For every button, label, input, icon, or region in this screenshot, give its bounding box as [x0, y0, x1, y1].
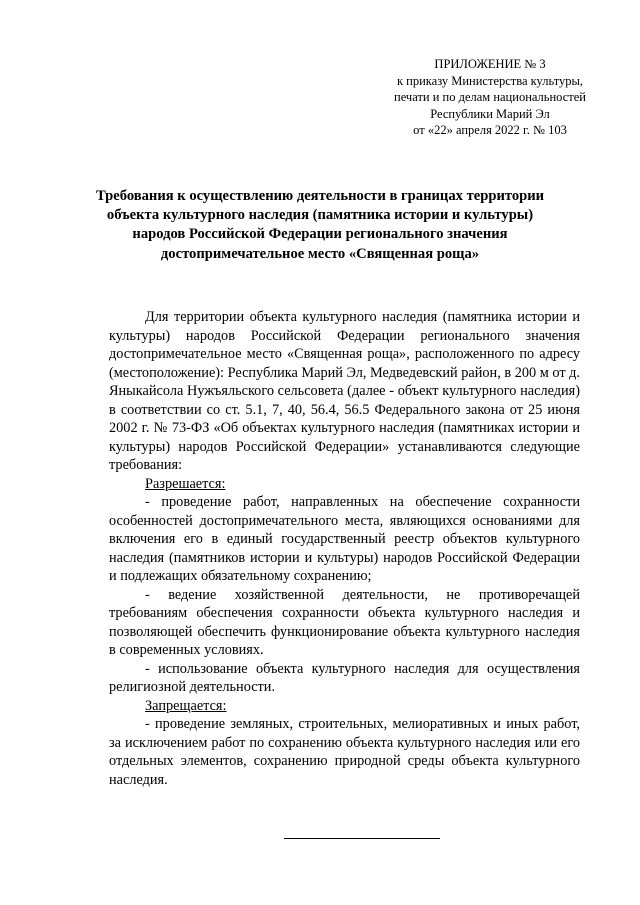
title-line: Требования к осуществлению деятельности в границах территории [95, 188, 545, 204]
appendix-number: ПРИЛОЖЕНИЕ № 3 [434, 57, 546, 71]
intro-paragraph: Для территории объекта культурного наследия (памятника истории и культуры) народов Российской Федерации регионального значения достопримечательное место «Священная роща», расположенного по адресу (местоположение): Республика Марий Эл, Медведевский район, в 200 м от д. Яныкайсола Нужъяльского сельсовета (далее - объект культурного наследия) в соответствии со ст. 5.1, 7, 40, 56.4, 56.5 Федерального закона от 25 июня 2002 г. № 73-ФЗ «Об объектах культурного наследия (памятниках истории и культуры) народов Российской Федерации» устанавливаются следующие требования: [109, 309, 580, 473]
appendix-date-line: от «22» апреля 2022 г. № 103 [413, 123, 567, 138]
document-title [90, 187, 550, 264]
title-line: достопримечательное место «Священная роща» [160, 245, 480, 262]
allowed-item: - проведение работ, направленных на обеспечение сохранности особенностей достопримечательного места, являющихся основаниями для включения его в единый государственный реестр объектов культурного наследия (памятников истории и культуры) народов Российской Федерации и подлежащих обязательному сохранению; [109, 494, 580, 584]
prohibited-item: - проведение земляных, строительных, мелиоративных и иных работ, за исключением работ по сохранению объекта культурного наследия или его отдельных элементов, сохранению природной среды объекта культурного наследия. [109, 716, 580, 788]
title-line: народов Российской Федерации регионального значения [132, 226, 508, 243]
appendix-block [372, 56, 608, 139]
allowed-item: - ведение хозяйственной деятельности, не противоречащей требованиям обеспечения сохранности объекта культурного наследия и позволяющей обеспечить функционирование объекта культурного наследия в современных условиях. [109, 586, 580, 658]
allowed-item: - использование объекта культурного наследия для осуществления религиозной деятельности. [109, 660, 580, 695]
appendix-order-line: к приказу Министерства культуры, [396, 73, 584, 88]
appendix-ministry-line: печати и по делам национальностей [394, 90, 586, 105]
allowed-heading: Разрешается: [145, 475, 226, 492]
closing-rule [284, 838, 440, 839]
prohibited-heading: Запрещается: [145, 697, 227, 714]
appendix-republic-line: Республики Марий Эл [430, 106, 550, 121]
document-body [109, 308, 580, 789]
title-line: объекта культурного наследия (памятника истории и культуры) [106, 207, 534, 224]
